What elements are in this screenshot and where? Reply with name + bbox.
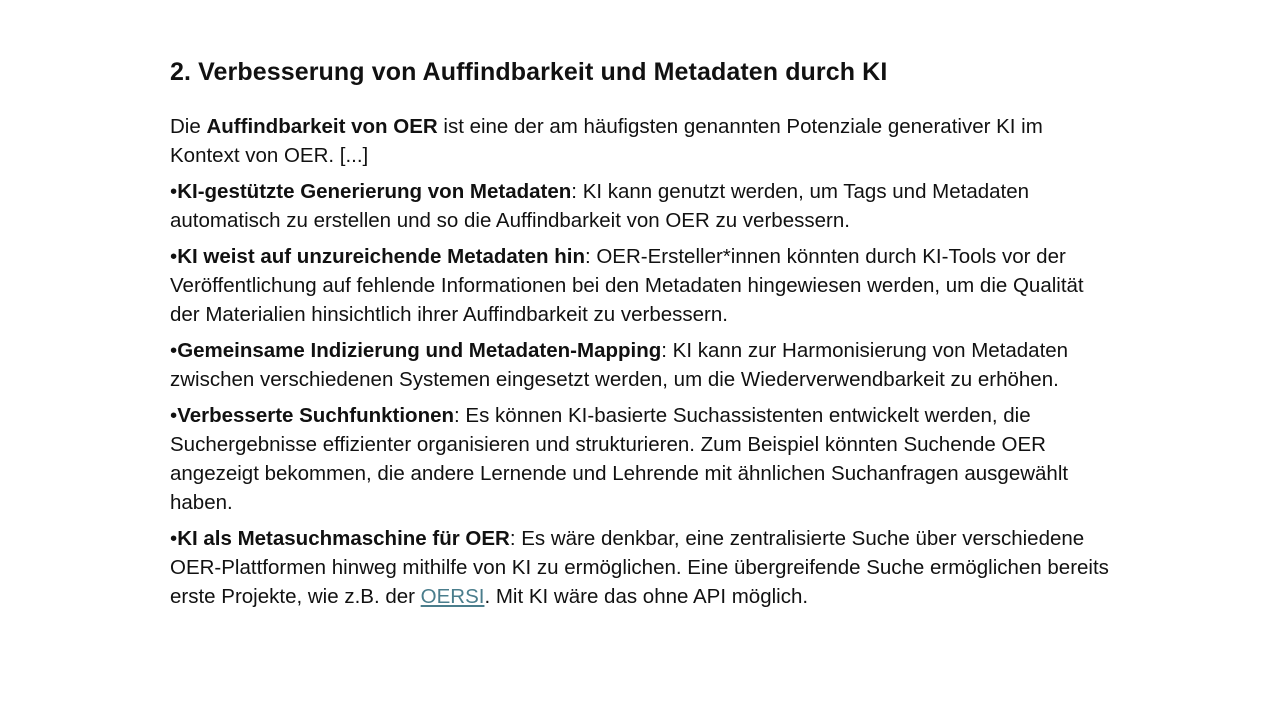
intro-text-before: Die (170, 115, 207, 138)
bullet-text: : KI kann zur Harmonisierung von Metadaten zwischen verschiedenen Systemen eingesetzt werden, um die Wiederverwendbarkeit zu erhöhen. (170, 339, 1069, 391)
bullet-insufficient-metadata (170, 242, 1115, 329)
intro-text-after: ist eine der am häufigsten genannten Potenziale generativer KI im Kontext von OER. [...] (170, 115, 1043, 167)
intro-paragraph (170, 112, 1115, 170)
bullet-text-after-link: . Mit KI wäre das ohne API möglich. (484, 585, 809, 608)
bullet-marker: • (170, 245, 178, 268)
bullet-heading: KI weist auf unzureichende Metadaten hin (177, 245, 585, 268)
bullet-marker: • (170, 527, 178, 550)
bullet-text: : KI kann genutzt werden, um Tags und Metadaten automatisch zu erstellen und so die Auffindbarkeit von OER zu verbessern. (170, 180, 1030, 232)
bullet-text: : Es können KI-basierte Suchassistenten entwickelt werden, die Suchergebnisse effizienter organisieren und strukturieren. Zum Beispiel könnten Suchende OER angezeigt bekommen, die andere Lernende und Lehrende mit ähnlichen Suchanfragen ausgewählt haben. (170, 404, 1069, 514)
bullet-search-functions (170, 401, 1115, 517)
slide-content (170, 56, 1115, 618)
bullet-heading: KI als Metasuchmaschine für OER (177, 527, 510, 550)
bullet-text-before-link: : Es wäre denkbar, eine zentralisierte Suche über verschiedene OER-Plattformen hinweg mithilfe von KI zu ermöglichen. Eine übergreifende Suche ermöglichen bereits erste Projekte, wie z.B. der (170, 527, 1109, 608)
bullet-text: : OER-Ersteller*innen könnten durch KI-Tools vor der Veröffentlichung auf fehlende Informationen bei den Metadaten hingewiesen werden, um die Qualität der Materialien hinsichtlich ihrer Auffindbarkeit zu verbessern. (170, 245, 1084, 326)
bullet-metadata-generation (170, 177, 1115, 235)
bullet-marker: • (170, 180, 178, 203)
bullet-metadata-mapping (170, 336, 1115, 394)
intro-bold-term: Auffindbarkeit von OER (206, 115, 438, 138)
bullet-heading: KI-gestützte Generierung von Metadaten (177, 180, 572, 203)
bullet-marker: • (170, 339, 178, 362)
bullet-meta-search-engine (170, 524, 1115, 611)
slide-title: 2. Verbesserung von Auffindbarkeit und Metadaten durch KI (170, 58, 888, 86)
bullet-heading: Gemeinsame Indizierung und Metadaten-Mapping (177, 339, 662, 362)
bullet-marker: • (170, 404, 178, 427)
oersi-link[interactable]: OERSI (420, 585, 485, 608)
bullet-heading: Verbesserte Suchfunktionen (177, 404, 455, 427)
